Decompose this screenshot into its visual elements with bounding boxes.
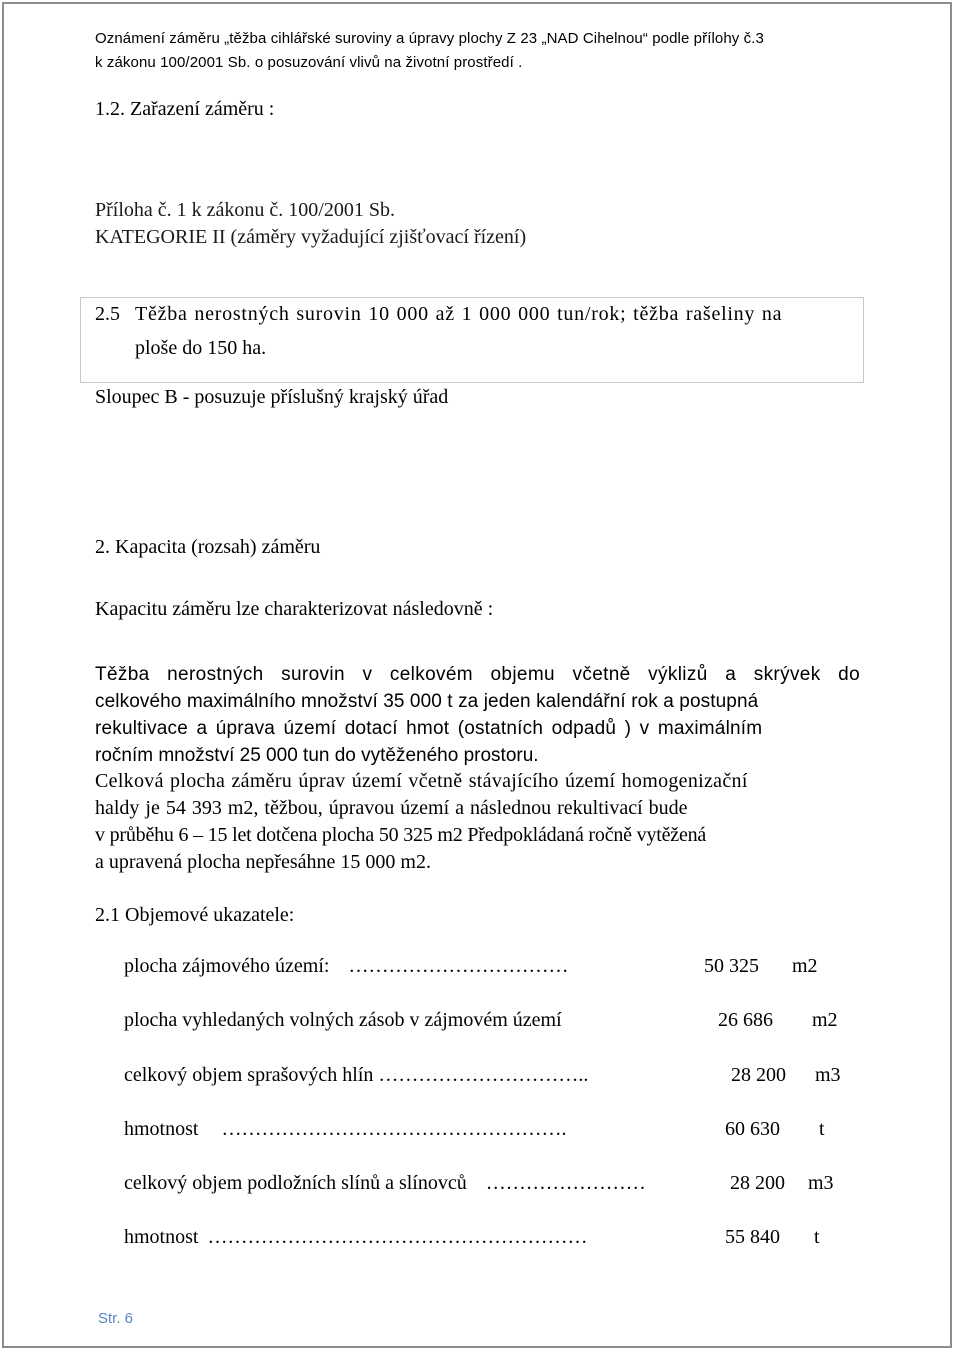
indicator-row	[124, 1009, 562, 1032]
indicator-unit: t	[814, 1226, 820, 1248]
indicator-value: 60 630	[725, 1118, 780, 1140]
category-item-number: 2.5	[95, 303, 120, 325]
section-2-1-heading: 2.1 Objemové ukazatele:	[95, 904, 295, 926]
paragraph-1-line-2: celkového maximálního množství 35 000 t za jeden kalendářní rok a postupná	[95, 691, 759, 712]
column-line: Sloupec B - posuzuje příslušný krajský úřad	[95, 386, 449, 408]
paragraph-1-line-4: ročním množství 25 000 tun do vytěženého prostoru.	[95, 745, 539, 766]
indicator-label: hmotnost	[124, 1226, 199, 1248]
indicator-value: 50 325	[704, 955, 759, 977]
paragraph-1-line-1: Těžba nerostných surovin v celkovém objemu včetně výklizů a skrývek do	[95, 664, 860, 685]
indicator-label: plocha vyhledaných volných zásob v zájmovém území	[124, 1009, 562, 1031]
indicator-dots: …………………………..	[378, 1064, 589, 1086]
section-2-intro: Kapacitu záměru lze charakterizovat následovně :	[95, 598, 494, 620]
indicator-unit: m3	[808, 1172, 834, 1194]
indicator-dots: ……………………	[485, 1172, 646, 1194]
category-item-text-1: Těžba nerostných surovin 10 000 až 1 000 000 tun/rok; těžba rašeliny na	[135, 303, 783, 325]
indicator-value: 26 686	[718, 1009, 773, 1031]
indicator-unit: t	[819, 1118, 825, 1140]
paragraph-2-line-2: haldy je 54 393 m2, těžbou, úpravou území a následnou rekultivací bude	[95, 797, 688, 819]
indicator-unit: m2	[792, 955, 818, 977]
paragraph-2-line-4: a upravená plocha nepřesáhne 15 000 m2.	[95, 851, 431, 873]
indicator-row	[124, 1226, 587, 1249]
indicator-unit: m3	[815, 1064, 841, 1086]
section-2-heading: 2. Kapacita (rozsah) záměru	[95, 536, 321, 558]
indicator-dots: ……………………………	[348, 955, 569, 977]
paragraph-1-line-3: rekultivace a úprava území dotací hmot (ostatních odpadů ) v maximálním	[95, 718, 763, 739]
category-item-text-line-2: ploše do 150 ha.	[135, 337, 267, 359]
page-number: Str. 6	[98, 1310, 134, 1327]
category-line: KATEGORIE II (záměry vyžadující zjišťovací řízení)	[95, 226, 527, 248]
capacity-paragraph-2	[95, 768, 860, 876]
indicator-label: celkový objem podložních slínů a slínovců	[124, 1172, 467, 1194]
indicator-value: 28 200	[731, 1064, 786, 1086]
indicator-dots: …………………………………………….	[221, 1118, 567, 1140]
indicator-row	[124, 955, 568, 978]
indicator-label: plocha zájmového území:	[124, 955, 330, 977]
indicator-dots: …………………………………………………	[207, 1226, 588, 1248]
indicator-row	[124, 1064, 588, 1087]
indicator-row	[124, 1172, 646, 1195]
paragraph-2-line-3: v průběhu 6 – 15 let dotčena plocha 50 325 m2 Předpokládaná ročně vytěžená	[95, 824, 707, 846]
section-1-2-heading: 1.2. Zařazení záměru :	[95, 98, 275, 120]
indicator-unit: m2	[812, 1009, 838, 1031]
indicator-label: celkový objem sprašových hlín	[124, 1064, 374, 1086]
document-header-line-1: Oznámení záměru „těžba cihlářské suroviny a úpravy plochy Z 23 „NAD Cihelnou“ podle přílohy č.3	[95, 30, 764, 47]
indicator-value: 28 200	[730, 1172, 785, 1194]
capacity-paragraph-1	[95, 661, 860, 769]
document-header-line-2: k zákonu 100/2001 Sb. o posuzování vlivů na životní prostředí .	[95, 54, 523, 71]
category-item-text-line-1	[135, 303, 859, 326]
indicator-label: hmotnost	[124, 1118, 199, 1140]
paragraph-2-line-1: Celková plocha záměru úprav území včetně stávajícího území homogenizační	[95, 770, 748, 792]
annex-line: Příloha č. 1 k zákonu č. 100/2001 Sb.	[95, 199, 395, 221]
indicator-value: 55 840	[725, 1226, 780, 1248]
indicator-row	[124, 1118, 566, 1141]
